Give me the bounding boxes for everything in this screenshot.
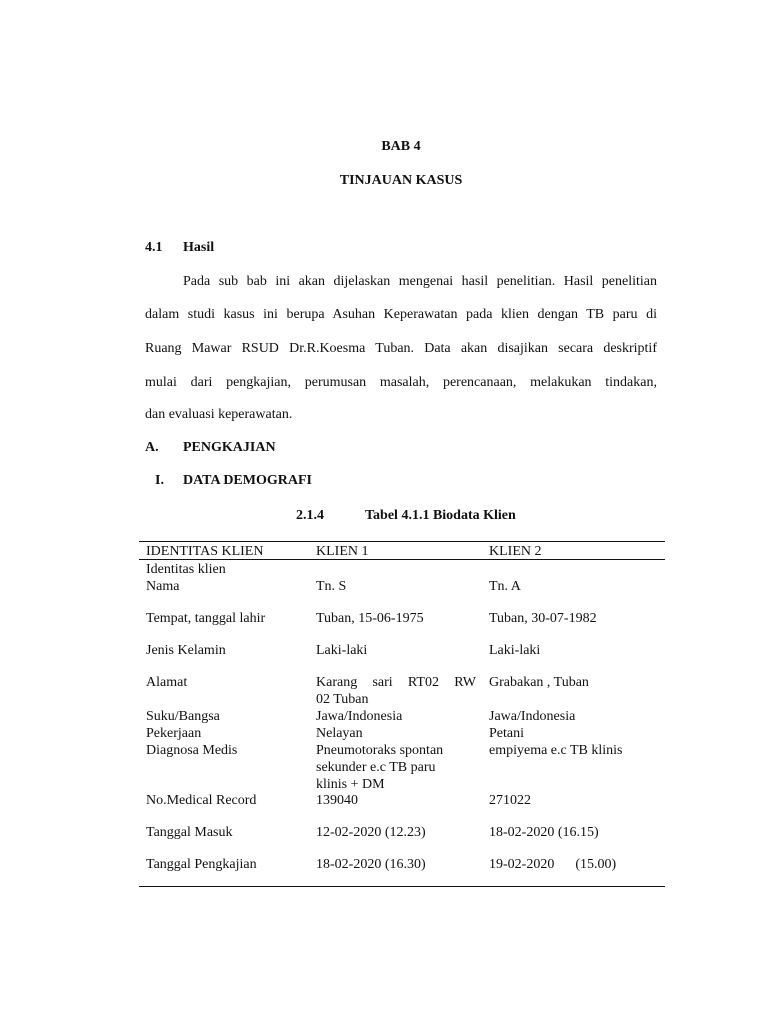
- row-value-klien2: 19-02-2020 (15.00): [489, 857, 617, 872]
- row-value-klien1: Nelayan: [316, 726, 363, 741]
- table-header: KLIEN 2: [489, 544, 542, 559]
- row-value-klien1: Laki-laki: [316, 643, 368, 658]
- row-value-klien1: Karang sari RT02 RW: [316, 675, 476, 690]
- paragraph-line: Ruang Mawar RSUD Dr.R.Koesma Tuban. Data akan disajikan secara deskriptif: [145, 341, 657, 356]
- table-header: IDENTITAS KLIEN: [146, 544, 264, 559]
- row-value-klien2: empiyema e.c TB klinis: [489, 743, 623, 758]
- row-label: Tanggal Pengkajian: [146, 857, 257, 872]
- row-value-klien2: Jawa/Indonesia: [489, 709, 576, 724]
- row-value-klien2: Laki-laki: [489, 643, 541, 658]
- chapter-number: BAB 4: [381, 139, 421, 154]
- row-value-klien1: 02 Tuban: [316, 692, 369, 707]
- row-value-klien1: Pneumotoraks spontan: [316, 743, 444, 758]
- table-caption-title: Tabel 4.1.1 Biodata Klien: [365, 508, 516, 523]
- row-value-klien1: Tn. S: [316, 579, 347, 594]
- section-number: 4.1: [145, 240, 163, 255]
- row-label: No.Medical Record: [146, 793, 257, 808]
- table-caption-number: 2.1.4: [296, 508, 324, 523]
- heading-a-label: A.: [145, 440, 159, 455]
- table-header: KLIEN 1: [316, 544, 369, 559]
- section-title: Hasil: [183, 240, 215, 255]
- row-value-klien1: Jawa/Indonesia: [316, 709, 403, 724]
- row-value-klien2: Petani: [489, 726, 524, 741]
- row-label: Suku/Bangsa: [146, 709, 220, 724]
- row-value-klien2: 18-02-2020 (16.15): [489, 825, 599, 840]
- heading-i-title: DATA DEMOGRAFI: [183, 473, 312, 488]
- heading-a-title: PENGKAJIAN: [183, 440, 276, 455]
- paragraph-line: dalam studi kasus ini berupa Asuhan Keperawatan pada klien dengan TB paru di: [145, 307, 657, 322]
- row-value-klien1: sekunder e.c TB paru: [316, 760, 436, 775]
- table-top-rule: [139, 541, 665, 542]
- row-label: Pekerjaan: [146, 726, 202, 741]
- row-value-klien1: Tuban, 15-06-1975: [316, 611, 424, 626]
- row-value-klien1: 139040: [316, 793, 358, 808]
- table-header-rule: [139, 559, 665, 560]
- row-value-klien1: 18-02-2020 (16.30): [316, 857, 426, 872]
- row-value-klien2: Tuban, 30-07-1982: [489, 611, 597, 626]
- row-label: Diagnosa Medis: [146, 743, 238, 758]
- row-value-klien2: Grabakan , Tuban: [489, 675, 589, 690]
- heading-i-label: I.: [155, 473, 164, 488]
- row-value-klien1: klinis + DM: [316, 777, 385, 792]
- row-label: Tempat, tanggal lahir: [146, 611, 266, 626]
- row-value-klien1: 12-02-2020 (12.23): [316, 825, 426, 840]
- row-value-klien2: Tn. A: [489, 579, 521, 594]
- row-label: Jenis Kelamin: [146, 643, 226, 658]
- table-bottom-rule: [139, 886, 665, 887]
- row-label: Nama: [146, 579, 180, 594]
- paragraph-line: dan evaluasi keperawatan.: [145, 407, 293, 422]
- table-section-label: Identitas klien: [146, 562, 226, 577]
- row-label: Tanggal Masuk: [146, 825, 233, 840]
- paragraph-line: mulai dari pengkajian, perumusan masalah, perencanaan, melakukan tindakan,: [145, 375, 657, 390]
- row-value-klien2: 271022: [489, 793, 531, 808]
- paragraph-line: Pada sub bab ini akan dijelaskan mengenai hasil penelitian. Hasil penelitian: [183, 274, 657, 289]
- chapter-title: TINJAUAN KASUS: [339, 173, 463, 188]
- row-label: Alamat: [146, 675, 188, 690]
